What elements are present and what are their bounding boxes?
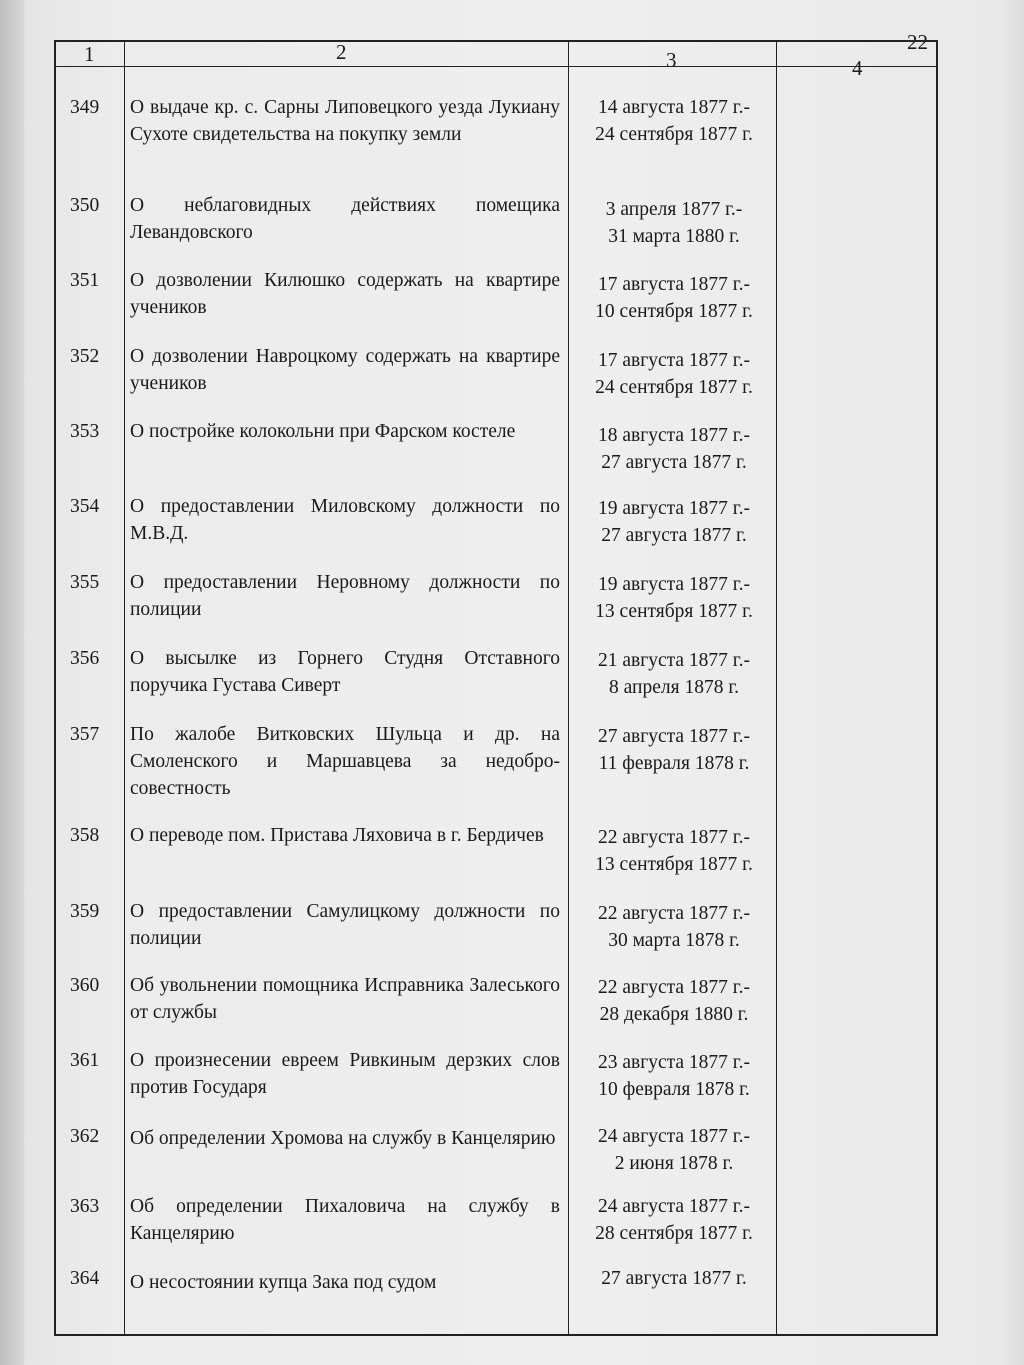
- column-divider: [124, 42, 125, 1334]
- register-table: [54, 40, 938, 1336]
- row-subject: О постройке колокольни при Фарском костеле: [130, 421, 516, 442]
- date-to: 10 февраля 1878 г.: [598, 1079, 750, 1100]
- date-to: 31 марта 1880 г.: [608, 226, 740, 247]
- page-edge: [0, 0, 24, 1365]
- row-dates: [574, 974, 774, 1028]
- row-dates: [574, 495, 774, 549]
- row-subject: О высылке из Горнего Студня Отставного поручика Густава Сиверт: [130, 648, 560, 696]
- row-dates: [574, 196, 774, 250]
- row-subject: О произнесении евреем Ривкиным дерзких слов против Государя: [130, 1050, 560, 1098]
- row-dates: [574, 1193, 774, 1247]
- row-number: 355: [70, 572, 100, 593]
- row-subject: О дозволении Килюшко содержать на квартире учеников: [130, 270, 560, 318]
- row-number: 352: [70, 346, 100, 367]
- date-from: 19 августа 1877 г.-: [598, 498, 750, 519]
- column-header-4: 4: [852, 56, 863, 80]
- row-number: 364: [70, 1268, 100, 1289]
- row-number: 353: [70, 421, 100, 442]
- date-from: 22 августа 1877 г.-: [598, 903, 750, 924]
- page-number: 22: [907, 30, 928, 54]
- row-subject: О переводе пом. Пристава Ляховича в г. Бердичев: [130, 825, 544, 846]
- row-subject: О предоставлении Миловскому должности по М.В.Д.: [130, 496, 560, 544]
- row-dates: [574, 1265, 774, 1292]
- row-subject: О предоставлении Самулицкому должности по полиции: [130, 901, 560, 949]
- date-to: 10 сентября 1877 г.: [595, 301, 753, 322]
- row-dates: [574, 347, 774, 401]
- date-from: 22 августа 1877 г.-: [598, 827, 750, 848]
- row-number: 349: [70, 97, 100, 118]
- date-to: 27 августа 1877 г.: [601, 525, 747, 546]
- date-from: 14 августа 1877 г.-: [598, 97, 750, 118]
- date-to: 24 сентября 1877 г.: [595, 377, 753, 398]
- date-to: 30 марта 1878 г.: [608, 930, 740, 951]
- row-dates: [574, 271, 774, 325]
- row-subject: Об увольнении помощника Исправника Залеського от службы: [130, 975, 560, 1023]
- row-number: 354: [70, 496, 100, 517]
- row-dates: [574, 723, 774, 777]
- row-number: 359: [70, 901, 100, 922]
- column-divider: [568, 42, 569, 1334]
- date-from: 22 августа 1877 г.-: [598, 977, 750, 998]
- date-from: 24 августа 1877 г.-: [598, 1126, 750, 1147]
- date-from: 17 августа 1877 г.-: [598, 350, 750, 371]
- date-from: 24 августа 1877 г.-: [598, 1196, 750, 1217]
- row-number: 363: [70, 1196, 100, 1217]
- date-to: 8 апреля 1878 г.: [609, 677, 739, 698]
- date-to: 13 сентября 1877 г.: [595, 854, 753, 875]
- row-number: 362: [70, 1126, 100, 1147]
- row-dates: [574, 1123, 774, 1177]
- date-from: 18 августа 1877 г.-: [598, 425, 750, 446]
- date-to: 27 августа 1877 г.: [601, 452, 747, 473]
- column-header-2: 2: [336, 40, 347, 64]
- date-to: 28 сентября 1877 г.: [595, 1223, 753, 1244]
- row-dates: [574, 824, 774, 878]
- row-number: 361: [70, 1050, 100, 1071]
- date-from: 27 августа 1877 г.-: [598, 726, 750, 747]
- row-dates: [574, 900, 774, 954]
- date-from: 23 августа 1877 г.-: [598, 1052, 750, 1073]
- date-from: 21 августа 1877 г.-: [598, 650, 750, 671]
- row-subject: О выдаче кр. с. Сарны Липовецкого уезда Лукиану Сухоте свидетельства на покупку земли: [130, 97, 560, 145]
- row-number: 350: [70, 195, 100, 216]
- row-dates: [574, 571, 774, 625]
- date-to: 11 февраля 1878 г.: [598, 753, 750, 774]
- row-number: 357: [70, 724, 100, 745]
- date-from: 3 апреля 1877 г.-: [605, 199, 743, 220]
- row-subject: По жалобе Витковских Шульца и др. на Смоленского и Маршавцева за недобро-совестность: [130, 724, 560, 799]
- row-subject: Об определении Пихаловича на службу в Канцелярию: [130, 1196, 560, 1244]
- row-subject: О неблаговидных действиях помещика Левандовского: [130, 195, 560, 243]
- row-dates: [574, 422, 774, 476]
- row-number: 356: [70, 648, 100, 669]
- row-number: 358: [70, 825, 100, 846]
- row-subject: О дозволении Навроцкому содержать на квартире учеников: [130, 346, 560, 394]
- date-from: 17 августа 1877 г.-: [598, 274, 750, 295]
- column-header-1: 1: [84, 42, 95, 66]
- date-from: 27 августа 1877 г.: [601, 1268, 747, 1289]
- row-dates: [574, 647, 774, 701]
- row-dates: [574, 94, 774, 148]
- header-divider: [56, 66, 936, 67]
- row-subject: О предоставлении Неровному должности по полиции: [130, 572, 560, 620]
- row-subject: О несостоянии купца Зака под судом: [130, 1272, 437, 1293]
- row-number: 360: [70, 975, 100, 996]
- row-subject: Об определении Хромова на службу в Канцелярию: [130, 1128, 556, 1149]
- column-header-3: 3: [666, 48, 677, 72]
- row-dates: [574, 1049, 774, 1103]
- date-to: 2 июня 1878 г.: [614, 1153, 734, 1174]
- date-to: 28 декабря 1880 г.: [599, 1004, 749, 1025]
- date-to: 13 сентября 1877 г.: [595, 601, 753, 622]
- column-divider: [776, 42, 777, 1334]
- date-to: 24 сентября 1877 г.: [595, 124, 753, 145]
- date-from: 19 августа 1877 г.-: [598, 574, 750, 595]
- row-number: 351: [70, 270, 100, 291]
